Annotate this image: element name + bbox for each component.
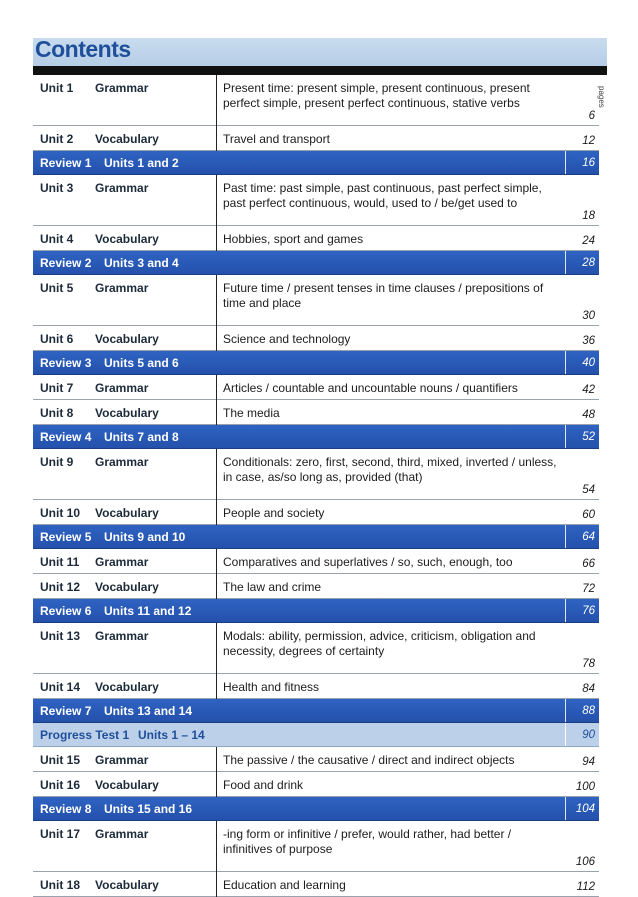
review-row [33,425,599,449]
unit-description: The law and crime [223,580,322,594]
units-covered: Units 7 and 8 [104,430,179,444]
units-covered: Units 15 and 16 [104,802,193,816]
page-number: 28 [582,257,595,269]
page-number: 54 [582,484,595,496]
unit-description: Hobbies, sport and games [223,232,364,246]
column-divider [216,449,217,500]
page-divider [565,425,566,448]
unit-description: Conditionals: zero, first, second, third, mixed, inverted / unless, in case, as/so long as, provided (that) [223,455,557,484]
page-number: 42 [582,384,595,396]
page-number: 64 [582,531,595,543]
page-title: Contents [35,36,131,62]
page-divider [565,723,566,746]
page-number: 18 [582,210,595,222]
unit-type: Grammar [95,629,149,643]
unit-number: Unit 12 [40,580,81,594]
progress-test-row [33,723,599,747]
unit-number: Unit 18 [40,878,81,892]
page-number: 78 [582,658,595,670]
unit-description: Food and drink [223,778,304,792]
page-number: 66 [582,558,595,570]
unit-description: Future time / present tenses in time clauses / prepositions of time and place [223,281,544,310]
unit-description: People and society [223,506,325,520]
page-number: 48 [582,409,595,421]
unit-type: Vocabulary [95,680,159,694]
unit-description: The passive / the causative / direct and indirect objects [223,753,515,767]
unit-row [33,574,599,599]
unit-row [33,821,599,872]
page-number: 72 [582,583,595,595]
unit-number: Unit 14 [40,680,81,694]
unit-type: Grammar [95,753,149,767]
progress-test-label: Progress Test 1 [40,728,130,742]
review-row [33,251,599,275]
unit-number: Unit 9 [40,455,74,469]
unit-row [33,872,599,897]
units-covered: Units 1 – 14 [138,728,205,742]
unit-type: Vocabulary [95,132,159,146]
column-divider [216,75,217,126]
review-label: Review 2 [40,256,92,270]
page-divider [565,797,566,820]
unit-row [33,326,599,351]
unit-type: Grammar [95,455,149,469]
unit-type: Vocabulary [95,232,159,246]
unit-number: Unit 10 [40,506,81,520]
unit-type: Grammar [95,555,149,569]
units-covered: Units 11 and 12 [104,604,192,618]
units-covered: Units 5 and 6 [104,356,179,370]
unit-row [33,772,599,797]
unit-row [33,275,599,326]
page-number: 100 [575,781,595,793]
page-divider [565,151,566,174]
unit-description: Present time: present simple, present continuous, present perfect simple, present perfect continuous, stative verbs [223,81,530,110]
units-covered: Units 13 and 14 [104,704,193,718]
unit-row [33,375,599,400]
column-divider [216,623,217,674]
unit-number: Unit 15 [40,753,81,767]
unit-row [33,175,599,226]
unit-number: Unit 2 [40,132,74,146]
units-covered: Units 3 and 4 [104,256,179,270]
column-divider [216,175,217,226]
review-row [33,151,599,175]
page-number: 60 [582,509,595,521]
unit-type: Vocabulary [95,406,159,420]
unit-type: Grammar [95,281,149,295]
unit-number: Unit 17 [40,827,81,841]
page-number: 40 [582,357,595,369]
page-number: 88 [582,705,595,717]
unit-number: Unit 8 [40,406,74,420]
unit-row [33,500,599,525]
unit-description: Articles / countable and uncountable nouns / quantifiers [223,381,518,395]
unit-row [33,126,599,151]
review-row [33,525,599,549]
page-number: 30 [582,310,595,322]
review-row [33,599,599,623]
unit-description: Education and learning [223,878,346,892]
unit-row [33,674,599,699]
unit-number: Unit 3 [40,181,74,195]
unit-description: -ing form or infinitive / prefer, would rather, had better / infinitives of purpose [223,827,512,856]
unit-number: Unit 4 [40,232,74,246]
unit-number: Unit 11 [40,555,80,569]
unit-number: Unit 16 [40,778,81,792]
unit-row [33,75,599,126]
review-row [33,351,599,375]
page-divider [565,525,566,548]
page-divider [565,599,566,622]
unit-row [33,226,599,251]
page-number: 84 [582,683,595,695]
column-divider [216,375,217,400]
title-rule [33,66,607,75]
unit-description: Science and technology [223,332,351,346]
column-divider [216,326,217,351]
unit-description: Modals: ability, permission, advice, criticism, obligation and necessity, degrees of certainty [223,629,536,658]
column-divider [216,747,217,772]
review-label: Review 7 [40,704,92,718]
unit-number: Unit 7 [40,381,74,395]
review-label: Review 1 [40,156,92,170]
unit-number: Unit 5 [40,281,74,295]
page-number: 90 [582,729,595,741]
page-number: 104 [575,803,595,815]
unit-number: Unit 6 [40,332,74,346]
page-divider [565,251,566,274]
page-number: 24 [582,235,595,247]
column-divider [216,549,217,574]
page-divider [565,351,566,374]
review-label: Review 6 [40,604,92,618]
review-row [33,797,599,821]
column-divider [216,275,217,326]
unit-row [33,549,599,574]
review-label: Review 3 [40,356,92,370]
unit-type: Vocabulary [95,580,159,594]
column-divider [216,500,217,525]
column-divider [216,574,217,599]
column-divider [216,400,217,425]
unit-description: Health and fitness [223,680,320,694]
column-divider [216,126,217,151]
review-label: Review 5 [40,530,92,544]
column-divider [216,821,217,872]
unit-type: Grammar [95,81,149,95]
unit-row [33,449,599,500]
unit-number: Unit 1 [40,81,74,95]
unit-type: Vocabulary [95,778,159,792]
pages-column-label: pages [597,86,606,108]
page-number: 36 [582,335,595,347]
unit-row [33,623,599,674]
column-divider [216,772,217,797]
contents-table [33,75,599,897]
review-label: Review 8 [40,802,92,816]
units-covered: Units 9 and 10 [104,530,186,544]
review-label: Review 4 [40,430,92,444]
unit-type: Vocabulary [95,506,159,520]
review-row [33,699,599,723]
column-divider [216,226,217,251]
unit-type: Grammar [95,181,149,195]
column-divider [216,674,217,699]
unit-description: The media [223,406,280,420]
unit-row [33,747,599,772]
page-number: 76 [582,605,595,617]
unit-description: Past time: past simple, past continuous, past perfect simple, past perfect continuous, would, used to / be/get used to [223,181,542,210]
unit-type: Vocabulary [95,332,159,346]
page-number: 6 [588,110,595,122]
unit-type: Grammar [95,827,149,841]
unit-number: Unit 13 [40,629,81,643]
page-number: 112 [576,881,595,893]
page-number: 106 [575,856,595,868]
unit-description: Travel and transport [223,132,330,146]
unit-type: Grammar [95,381,149,395]
page-number: 12 [582,135,595,147]
page-number: 94 [582,756,595,768]
units-covered: Units 1 and 2 [104,156,179,170]
page-number: 52 [582,431,595,443]
column-divider [216,872,217,897]
page-divider [565,699,566,722]
unit-row [33,400,599,425]
page-number: 16 [582,157,595,169]
unit-type: Vocabulary [95,878,159,892]
unit-description: Comparatives and superlatives / so, such, enough, too [223,555,513,569]
